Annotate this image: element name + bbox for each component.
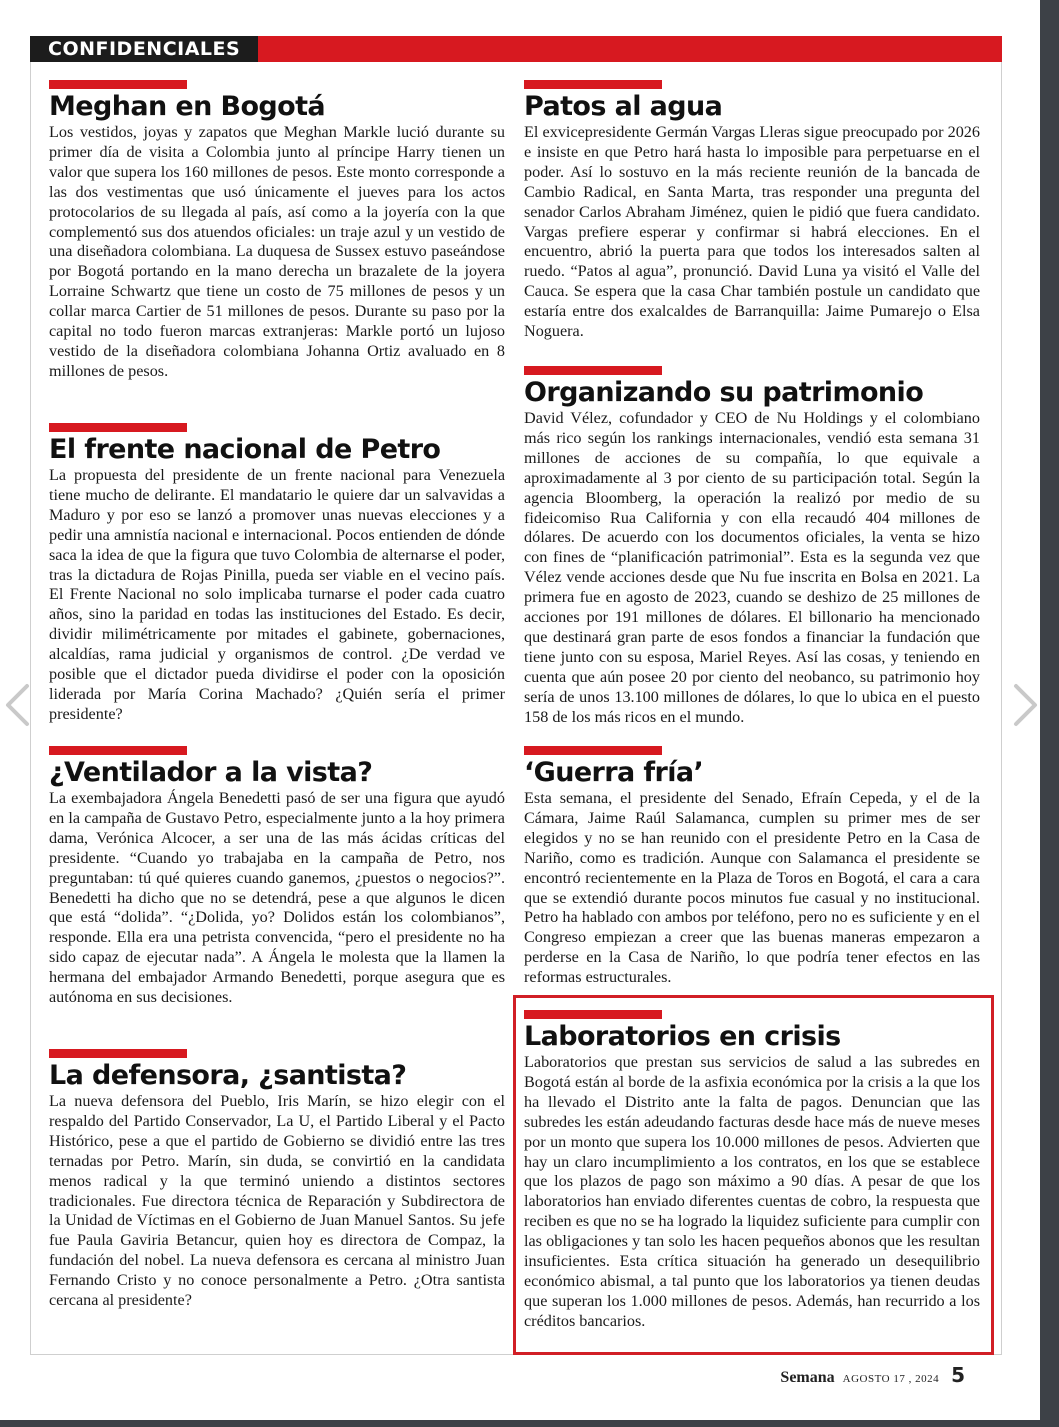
- section-title: CONFIDENCIALES: [30, 36, 258, 62]
- article-headline: Laboratorios en crisis: [524, 1021, 841, 1052]
- article-divider: [49, 746, 187, 755]
- article-laboratorios: [524, 1010, 980, 1332]
- article-body: La exembajadora Ángela Benedetti pasó de ser una figura que ayudó en la campaña de Gustavo Petro, especialmente junto a la hoy primera dama, Verónica Alcocer, a ser una de las más ácidas críticas del presidente. “Cuando yo trabajaba en la campaña de Petro, nos preguntaban: tú qué quieres cuando ganemos, ¿puestos o negocios?”. Benedetti ha dicho que no se detendrá, pese a que algunos le dicen que está “dolida”. “¿Dolida, yo? Dolidos están los colombianos”, responde. Ella era una petrista convencida, “pero el presidente no ha sido capaz de ejecutar nada”. A Ángela le molesta que la llamen la hermana del embajador Armando Benedetti, porque asegura que es autónoma en sus decisiones.: [49, 789, 505, 1007]
- article-body: David Vélez, cofundador y CEO de Nu Holdings y el colombiano más rico según los rankings internacionales, vendió esta semana 31 millones de acciones de su compañía, lo que equivale a aproximadamente al 3 por ciento de su participación total. Según la agencia Bloomberg, la operación la realizó por medio de su fideicomiso Rua California y con ella recaudó 404 millones de dólares. De acuerdo con los documentos oficiales, la venta se hizo con fines de “planificación patrimonial”. Esta es la segunda vez que Vélez vende acciones desde que Nu fue inscrita en Bolsa en 2021. La primera fue en agosto de 2023, cuando se deshizo de 25 millones de acciones por 191 millones de dólares. El billonario ha mencionado que destinará gran parte de esos fondos a financiar la fundación que tiene junto con su esposa, Mariel Reyes. Así las cosas, y teniendo en cuenta que aún posee 20 por ciento del neobanco, su patrimonio hoy sería de unos 13.100 millones de dólares, lo que lo ubica en el puesto 158 de los más ricos en el mundo.: [524, 409, 980, 726]
- page-number: 5: [951, 1363, 965, 1387]
- article-guerra: [524, 746, 980, 988]
- article-body: Laboratorios que prestan sus servicios de salud a las subredes en Bogotá están al borde de la asfixia económica por la crisis a la que los ha llevado el Distrito ante la falta de pagos. Denuncian que las subredes les están adeudando facturas desde hace más de nueve meses por un monto que supera los 10.000 millones de pesos. Advierten que hay un claro incumplimiento a los contratos, en los que se establece que los plazos de pago son máximo a 90 días. A pesar de que los laboratorios han enviado diferentes cuentas de cobro, la respuesta que reciben es que no se ha logrado la liquidez suficiente para cumplir con las obligaciones y tan solo les hacen pequeños abonos que les resultan insuficientes. Esta crítica situación ha generado un desequilibrio económico abismal, a tal punto que los laboratorios ya tienen deudas que superan los 1.000 millones de pesos. Además, han recurrido a los créditos bancarios.: [524, 1053, 980, 1330]
- article-headline: Patos al agua: [524, 91, 723, 122]
- article-headline: La defensora, ¿santista?: [49, 1060, 407, 1091]
- chevron-left-icon[interactable]: [3, 683, 33, 727]
- issue-date: AGOSTO 17 , 2024: [842, 1373, 940, 1385]
- article-divider: [524, 366, 662, 375]
- article-meghan: [49, 80, 505, 382]
- magazine-name: Semana: [780, 1369, 835, 1386]
- article-headline: Organizando su patrimonio: [524, 377, 924, 408]
- page-footer: [780, 1363, 965, 1387]
- article-body: La propuesta del presidente de un frente nacional para Venezuela tiene mucho de delirante. El mandatario le quiere dar un salvavidas a Maduro y por eso se lanzó a promover unas nuevas elecciones y a pedir una amnistía nacional e internacional. Pocos entienden de dónde saca la idea de que la figura que tuvo Colombia de alternarse el poder, tras la dictadura de Rojas Pinilla, pueda ser viable en el vecino país. El Frente Nacional no solo implicaba turnarse el poder cada cuatro años, sino la paridad en todas las instituciones del Estado. Es decir, dividir milimétricamente por mitades el gabinete, gobernaciones, alcaldías, rama judicial y organismos de control. ¿De verdad ve posible que el dictador pueda dividirse el poder con la oposición liderada por María Corina Machado? ¿Quién sería el primer presidente?: [49, 466, 505, 723]
- article-patrimonio: [524, 366, 980, 728]
- article-headline: Meghan en Bogotá: [49, 91, 326, 122]
- chevron-right-icon[interactable]: [1010, 683, 1040, 727]
- article-body: Esta semana, el presidente del Senado, Efraín Cepeda, y el de la Cámara, Jaime Raúl Salamanca, cumplen su primer mes de ser elegidos y no se han reunido con el presidente Petro en la Casa de Nariño, como es tradición. Aunque con Salamanca el presidente se encontró recientemente en la Plaza de Toros en Bogotá, el cara a cara que se extendió durante pocos minutos fue casual y no institucional. Petro ha hablado con ambos por teléfono, pero no es suficiente y en el Congreso empiezan a creer que las buenas maneras empezaron a perderse en la Casa de Nariño, lo que podría tener efectos en las reformas estructurales.: [524, 789, 980, 987]
- article-frente: [49, 423, 505, 725]
- article-headline: ¿Ventilador a la vista?: [49, 757, 373, 788]
- article-divider: [524, 1010, 662, 1019]
- article-ventilador: [49, 746, 505, 1008]
- article-headline: ‘Guerra fría’: [524, 757, 704, 788]
- article-divider: [524, 80, 662, 89]
- article-body: Los vestidos, joyas y zapatos que Meghan Markle lució durante su primer día de visita a Colombia junto al príncipe Harry tienen un valor que supera los 160 millones de pesos. Este monto corresponde a las dos vestimentas que usó únicamente el jueves para los actos protocolarios de su llegada al país, así como a la joyería con la que complementó sus dos atuendos oficiales: un traje azul y un vestido de una diseñadora colombiana. La duquesa de Sussex estuvo paseándose por Bogotá portando en la mano derecha un brazalete de la joyera Lorraine Schwartz que tiene un costo de 75 millones de pesos y un collar marca Cartier de 51 millones de pesos. Durante su paso por la capital no todo fueron marcas extranjeras: Markle portó un lujoso vestido de la diseñadora colombiana Johanna Ortiz avaluado en 8 millones de pesos.: [49, 123, 505, 380]
- article-defensora: [49, 1049, 505, 1311]
- article-patos: [524, 80, 980, 342]
- article-body: La nueva defensora del Pueblo, Iris Marín, se hizo elegir con el respaldo del Partido Conservador, La U, el Partido Liberal y el Pacto Histórico, pese a que el partido de Gobierno se dividió entre las tres ternadas por Petro. Marín, sin duda, se convirtió en la candidata menos radical y la que terminó uniendo a distintos sectores tradicionales. Fue directora técnica de Reparación y Subdirectora de la Unidad de Víctimas en el Gobierno de Juan Manuel Santos. Su jefe fue Paula Gaviria Betancur, quien hoy es directora de Compaz, la fundación del nobel. La nueva defensora es cercana al ministro Juan Fernando Cristo y no conoce personalmente a Petro. ¿Otra santista cercana al presidente?: [49, 1092, 505, 1310]
- article-divider: [524, 746, 662, 755]
- article-headline: El frente nacional de Petro: [49, 434, 441, 465]
- article-divider: [49, 80, 187, 89]
- article-divider: [49, 423, 187, 432]
- article-body: El exvicepresidente Germán Vargas Lleras sigue preocupado por 2026 e insiste en que Petro hará hasta lo imposible para perpetuarse en el poder. Así lo sostuvo en la más reciente reunión de la bancada de Cambio Radical, en Santa Marta, tras responder una pregunta del senador Carlos Abraham Jiménez, quien le pidió que fuera candidato. Vargas prefiere esperar y confirmar si habrá elecciones. En el encuentro, abrió la puerta para que todos los interesados salten al ruedo. “Patos al agua”, pronunció. David Luna ya visitó el Valle del Cauca. Se espera que la casa Char también postule un candidato que estaría entre dos exalcaldes de Barranquilla: Jaime Pumarejo o Elsa Noguera.: [524, 123, 980, 341]
- article-divider: [49, 1049, 187, 1058]
